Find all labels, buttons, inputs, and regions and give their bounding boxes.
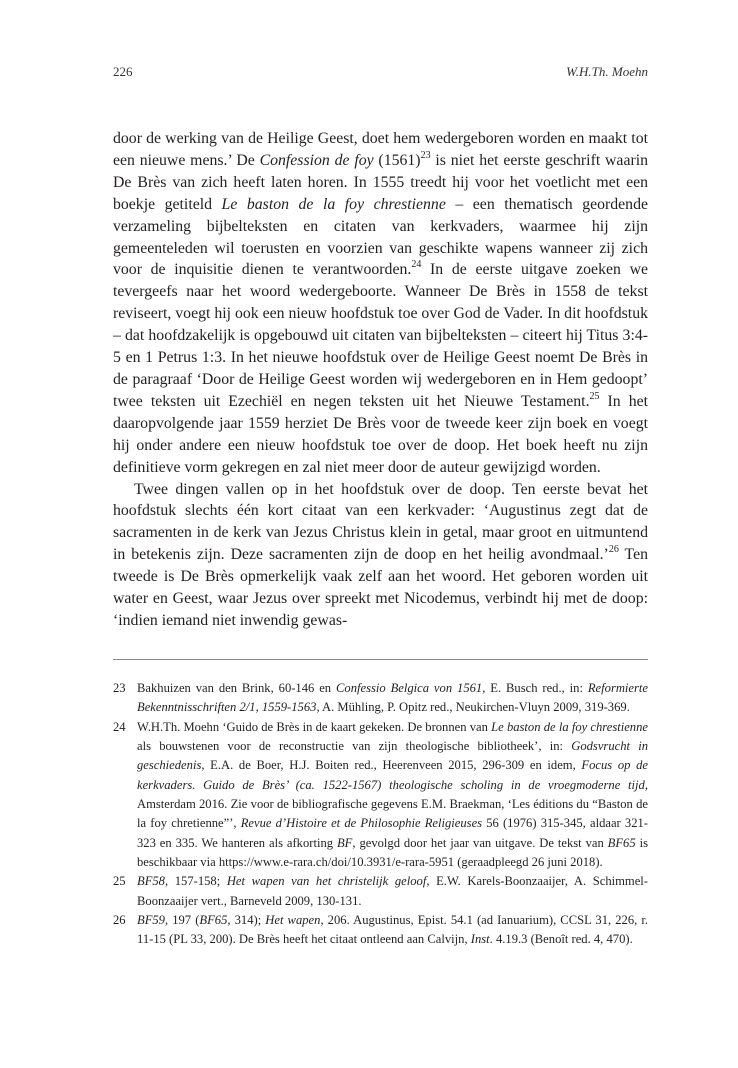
footnote-24: 24 W.H.Th. Moehn ‘Guido de Brès in de kaart gekeken. De bronnen van Le baston de la foy chrestienne als bouwstenen voor de reconstructie van zijn theologische bibliotheek’, in: Godsvrucht in geschiedenis, E.A. de Boer, H.J. Boiten red., Heerenveen 2015, 296-309 en idem, Focus op de kerkvaders. Guido de Brès’ (ca. 1522-1567) theologische scholing in de vroegmoderne tijd, Amsterdam 2016. Zie voor de bibliografische gegevens E.M. Braekman, ‘Les éditions du “Baston de la foy chretienne”’, Revue d’Histoire et de Philosophie Religieuses 56 (1976) 315-345, aldaar 321-323 en 335. We hanteren als afkorting BF, gevolgd door het jaar van uitgave. De tekst van BF65 is beschikbaar via https://www.e-rara.ch/doi/10.3931/e-rara-5951 (geraadpleegd 26 juni 2018). [113,719,648,870]
footnote-23: 23 Bakhuizen van den Brink, 60-146 en Confessio Belgica von 1561, E. Busch red., in: Reformierte Bekenntnisschriften 2/1, 1559-1563, A. Mühling, P. Opitz red., Neukirchen-Vluyn 2009, 319-369. [113,681,649,715]
footnote-text-url: is beschikbaar via https://www.e-rara.ch/doi/10.3931/e-rara-5951 (geraadpleegd 26 juni 2018). [137,835,648,870]
footnote-ref-23[interactable]: 23 [420,149,431,161]
footnote-number: 23 [113,681,126,695]
footnote-number: 26 [113,913,126,928]
paragraph-2: Twee dingen vallen op in het hoofdstuk over de doop. Ten eerste bevat het hoofdstuk slechts één kort citaat van een kerkvader: ‘Augustinus zegt dat de sacramenten in de kerk van Jezus Christus klein in getal, maar groot en uitmuntend in betekenis zijn. Deze sacramenten zijn de doop en het heilig avondmaal.’$^{26}$ Ten tweede is De Brès opmerkelijk vaak zelf aan het woord. Het geboren worden uit water en Geest, waar Jezus over spreekt met Nicodemus, verbindt hij met de doop: ‘indien iemand niet inwendig gewas- [113,480,648,629]
page-number: 226 [113,64,133,79]
running-head-author: W.H.Th. Moehn [566,64,648,79]
footnote-26: 26 BF59, 197 (BF65, 314); Het wapen, 206. Augustinus, Epist. 54.1 (ad Ianuarium), CCSL 31, 226, r. 11-15 (PL 33, 200). De Brès heeft het citaat ontleend aan Calvijn, Inst. 4.19.3 (Benoît red. 4, 470). [113,913,649,947]
body-text [113,128,648,632]
footnote-25: 25 BF58, 157-158; Het wapen van het christelijk geloof, E.W. Karels-Boonzaaijer, A. Schimmel-Boonzaaijer vert., Barneveld 2009, 130-131. [113,874,648,908]
footnote-number: 24 [113,719,126,734]
footnote-divider [113,659,648,660]
paragraph-1: door de werking van de Heilige Geest, doet hem wedergeboren worden en maakt tot een nieuwe mens.’ De Confession de foy $(1561)^{23}$ is niet het eerste geschrift waarin De Brès van zich heeft laten horen. In 1555 treedt hij voor het voetlicht met een boekje getiteld Le baston de la foy chrestienne – een thematisch geordende verzameling bijbelteksten en citaten van kerkvaders, waarmee hij zijn gemeenteleden wil toerusten en voorzien van geschikte wapens wanneer zij zich voor de inquisitie dienen te verantwoorden.$^{24}$ In de eerste uitgave zoeken we tevergeefs naar het woord wedergeboorte. Wanneer De Brès in 1558 de tekst reviseert, voegt hij ook een nieuw hoofdstuk toe over God de Vader. In dit hoofdstuk – dat hoofdzakelijk is opgebouwd uit citaten van bijbelteksten – citeert hij Titus 3:4-5 en 1 Petrus 1:3. In het nieuwe hoofdstuk over de Heilige Geest noemt De Brès in de paragraaf ‘Door de Heilige Geest worden wij wedergeboren en in Hem gedoopt’ twee teksten uit Ezechiël en negen teksten uit het Nieuwe Testament.$^{25}$ In het daaropvolgende jaar 1559 herziet De Brès voor de tweede keer zijn boek en voegt hij onder andere een nieuw hoofdstuk toe over de doop. Het boek heeft nu zijn definitieve vorm gekregen en zal niet meer door de auteur gewijzigd worden. [113,130,649,476]
footnote-number: 25 [113,874,126,889]
footnote-ref-24[interactable]: 24 [411,259,422,271]
footnote-ref-25[interactable]: 25 [589,390,600,402]
footnote-ref-26[interactable]: 26 [608,543,619,555]
footnotes [113,679,648,950]
